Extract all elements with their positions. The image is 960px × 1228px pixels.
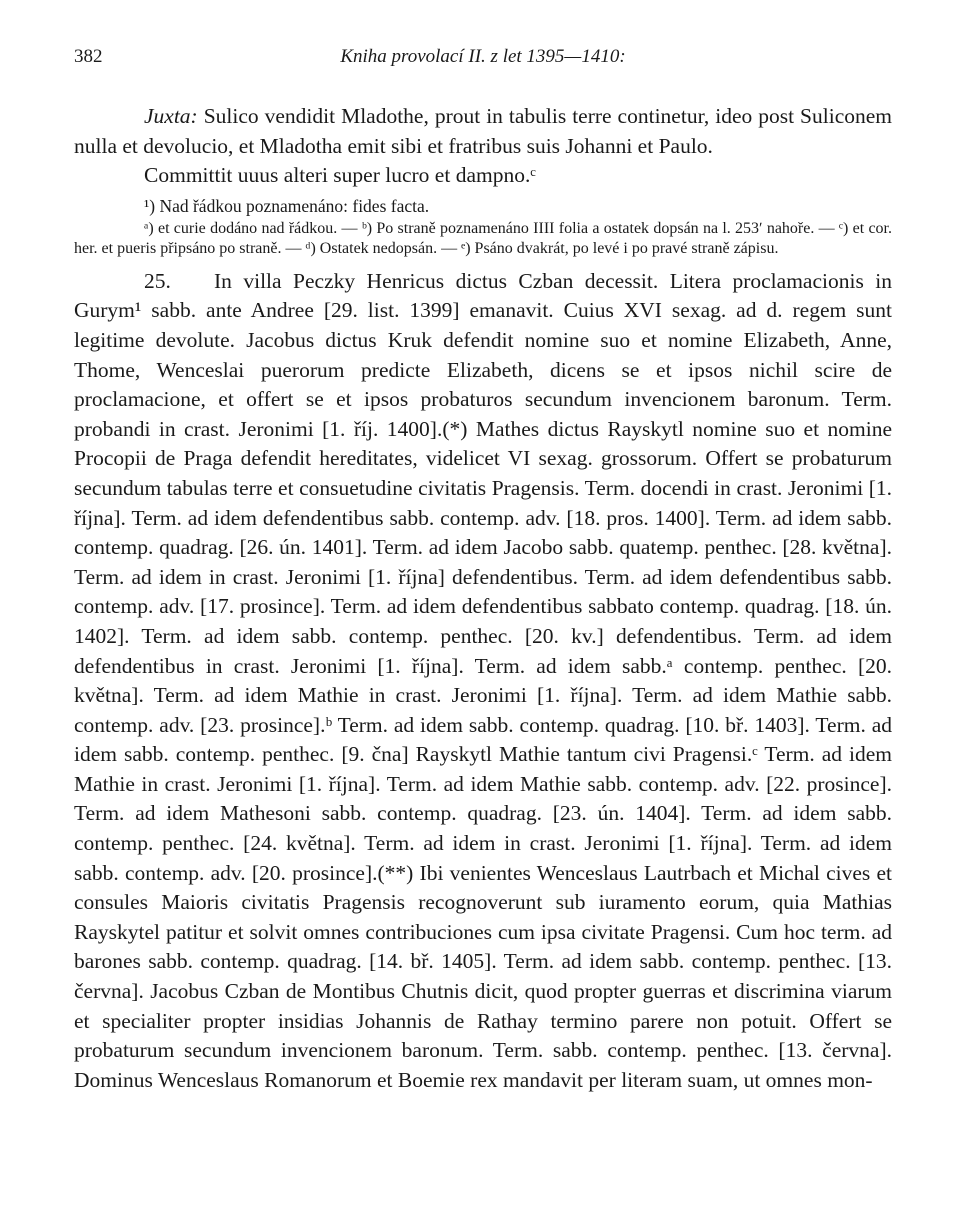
footnote-1: ¹) Nad řádkou poznamenáno: fides facta. [144,195,430,216]
juxta-paragraph [74,102,892,161]
entry-number: 25. [144,268,171,293]
running-head: Kniha provolací II. z let 1395—1410: [340,46,626,67]
entry-text: In villa Peczky Henricus dictus Czban decessit. Litera proclamacionis in Gurym¹ sabb. ante Andree [29. list. 1399] emanavit. Cuius XVI sexag. ad d. regem sunt legitime devolute. Jacobus dictus Kruk defendit nomine suo et nomine Elizabeth, Anne, Thome, Wenceslai puerorum predicte Elizabeth, dicens se et ipsos nichil scire de proclamacione, et offert se et ipsos probaturos secundum invencionem baronum. Term. probandi in crast. Jeronimi [1. říj. 1400].(*) Mathes dictus Rayskytl nomine suo et nomine Procopii de Praga defendit hereditates, videlicet VI sexag. grossorum. Offert se probaturum secundum tabulas terre et consuetudine civitatis Pragensis. Term. docendi in crast. Jeronimi [1. října]. Term. ad idem defendentibus sabb. contemp. adv. [18. pros. 1400]. Term. ad idem sabb. contemp. quadrag. [26. ún. 1401]. Term. ad idem Jacobo sabb. quatemp. penthec. [28. května]. Term. ad idem in crast. Jeronimi [1. října] defendentibus. Term. ad idem defendentibus sabb. contemp. adv. [17. prosince]. Term. ad idem defendentibus sabbato contemp. quadrag. [18. ún. 1402]. Term. ad idem sabb. contemp. penthec. [20. kv.] defendentibus. Term. ad idem defendentibus in crast. Jeronimi [1. října]. Term. ad idem sabb.ᵃ contemp. penthec. [20. května]. Term. ad idem Mathie in crast. Jeronimi [1. října]. Term. ad idem Mathie sabb. contemp. adv. [23. prosince].ᵇ Term. ad idem sabb. contemp. quadrag. [10. bř. 1403]. Term. ad idem sabb. contemp. penthec. [9. čna] Rayskytl Mathie tantum civi Pragensi.ᶜ Term. ad idem Mathie in crast. Jeronimi [1. října]. Term. ad idem Mathie sabb. contemp. adv. [22. prosince]. Term. ad idem Mathesoni sabb. contemp. quadrag. [23. ún. 1404]. Term. ad idem sabb. contemp. penthec. [24. května]. Term. ad idem in crast. Jeronimi [1. října]. Term. ad idem sabb. contemp. adv. [20. prosince].(**) Ibi venientes Wenceslaus Lautrbach et Michal cives et consules Maioris civitatis Pragensis recognoverunt sub iuramento eorum, quia Mathias Rayskytel patitur et solvit omnes contribuciones cum ipsa civitate Pragensi. Cum hoc term. ad barones sabb. contemp. quadrag. [14. bř. 1405]. Term. ad idem sabb. contemp. penthec. [13. června]. Jacobus Czban de Montibus Chutnis dicit, quod propter guerras et discrimina viarum et specialiter propter insidias Johannis de Rathay termino parere non potuit. Offert se probaturum secundum invencionem baronum. Term. sabb. contemp. penthec. [13. června]. Dominus Wenceslaus Romanorum et Boemie rex mandavit per literam suam, ut omnes mon- [74,268,892,1092]
document-page [74,38,892,1095]
critical-apparatus: ᵃ) et curie dodáno nad řádkou. — ᵇ) Po straně poznamenáno IIII folia a ostatek dopsán na l. 253ʹ nahoře. — ᶜ) et cor. her. et pueris připsáno po straně. — ᵈ) Ostatek nedopsán. — ᵉ) Psáno dvakrát, po levé i po pravé straně zápisu. [74,219,892,257]
juxta-lead: Juxta: [144,104,198,128]
juxta-text: Sulico vendidit Mladothe, prout in tabulis terre continetur, ideo post Suliconem nulla et devolucio, et Mladotha emit sibi et fratribus suis Johanni et Paulo. [74,104,893,158]
page-number: 382 [74,46,103,67]
page-header [74,38,892,68]
entry-25 [74,267,892,1096]
committit-paragraph: Committit uuus alteri super lucro et dampno.ᶜ [144,163,536,188]
